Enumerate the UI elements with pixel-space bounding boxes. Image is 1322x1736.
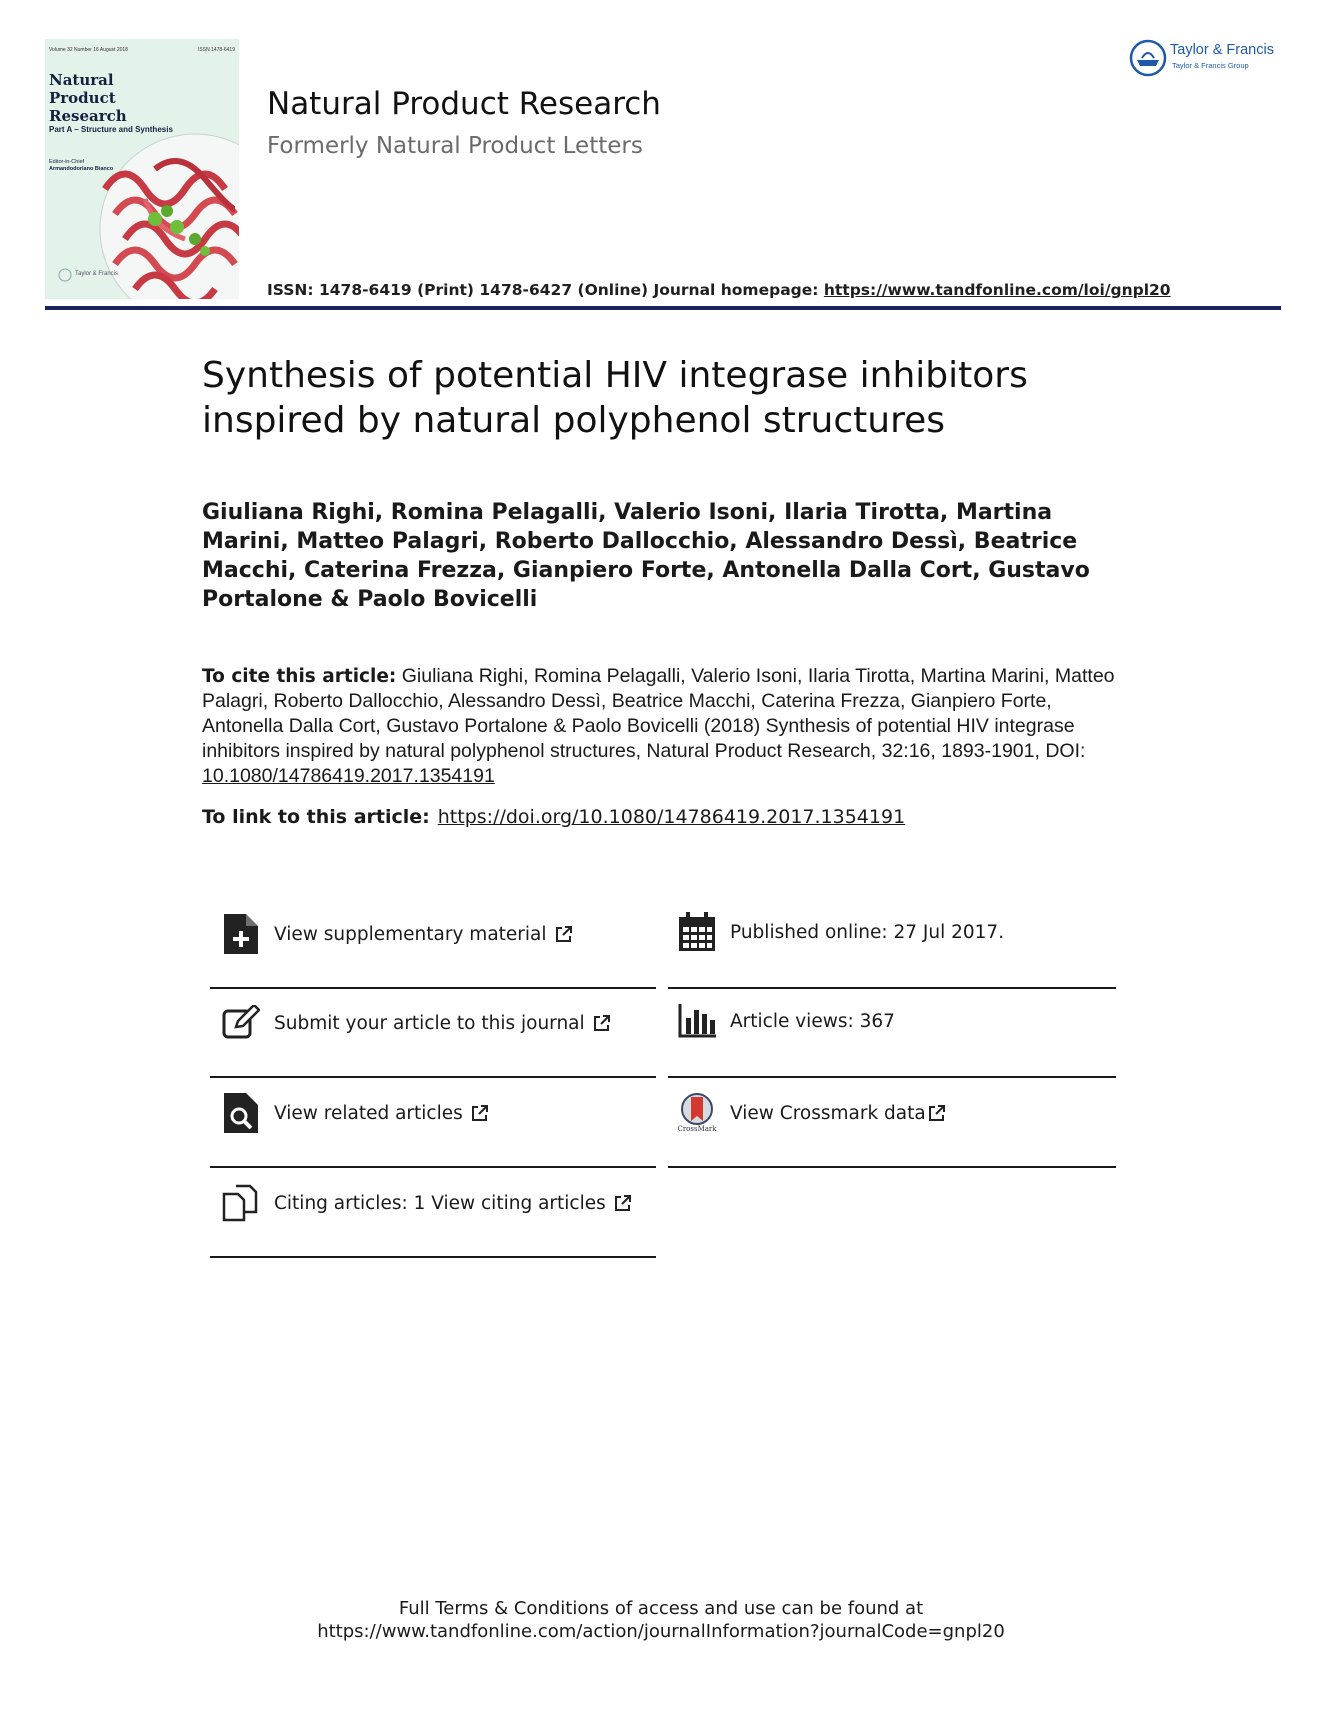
external-link-icon [555,925,573,943]
cover-subtitle: Part A – Structure and Synthesis [49,125,173,134]
cover-editor [49,159,113,173]
view-supplementary-link[interactable] [222,914,573,954]
calendar-icon [678,912,716,952]
article-views-info [678,1001,895,1041]
view-related-link[interactable] [222,1093,489,1133]
footer-terms-url[interactable]: https://www.tandfonline.com/action/journalInformation?journalCode=gnpl20 [317,1621,1005,1642]
crossmark-link[interactable] [678,1093,946,1133]
related-label: View related articles [274,1102,463,1124]
supplementary-label: View supplementary material [274,923,547,945]
copy-documents-icon [222,1183,260,1223]
views-label: Article views: 367 [730,1010,895,1032]
taylor-francis-logo-icon [1128,38,1168,78]
article-doi-url[interactable]: https://doi.org/10.1080/14786419.2017.1354191 [437,806,906,828]
cover-issn: ISSN 1478-6419 [198,47,235,53]
crossmark-label: View Crossmark data [730,1102,926,1124]
box-divider [668,987,1116,989]
cover-editor-role: Editor-in-Chief [49,159,85,165]
citation-text: Giuliana Righi, Romina Pelagalli, Valerio Isoni, Ilaria Tirotta, Martina Marini, Matteo Palagri, Roberto Dallocchio, Alessandro Dessì, Beatrice Macchi, Caterina Frezza, Gianpiero Forte, Antonella Dalla Cort, Gustavo Portalone & Paolo Bovicelli (2018) Synthesis of potential HIV integrase inhibitors inspired by natural polyphenol structures, Natural Product Research, 32:16, 1893-1901, DOI: [202,665,1115,762]
file-search-icon [222,1093,260,1133]
box-divider [210,987,656,989]
submit-article-link[interactable] [222,1003,611,1043]
cover-volume: Volume 32 Number 16 August 2018 [49,47,128,53]
file-plus-icon [222,914,260,954]
journal-title: Natural Product Research [267,86,661,122]
crossmark-icon [678,1093,716,1133]
citation-lead: To cite this article: [202,666,397,687]
citation-block [202,664,1132,789]
issn-text: ISSN: 1478-6419 (Print) 1478-6427 (Online) Journal homepage: [267,281,824,299]
citing-articles-link[interactable] [222,1183,632,1223]
bar-chart-icon [678,1001,716,1041]
article-authors: Giuliana Righi, Romina Pelagalli, Valerio Isoni, Ilaria Tirotta, Martina Marini, Matteo Palagri, Roberto Dallocchio, Alessandro Dessì, Beatrice Macchi, Caterina Frezza, Gianpiero Forte, Antonella Dalla Cort, Gustavo Portalone & Paolo Bovicelli [202,500,1090,612]
citation-doi-link[interactable]: 10.1080/14786419.2017.1354191 [202,765,495,787]
box-divider [668,1076,1116,1078]
box-divider [668,1166,1116,1168]
edit-icon [222,1003,260,1043]
article-title: Synthesis of potential HIV integrase inhibitors inspired by natural polyphenol structures [202,355,1028,441]
issn-line [267,281,1171,299]
journal-subtitle: Formerly Natural Product Letters [267,133,643,159]
published-label: Published online: 27 Jul 2017. [730,921,1005,943]
cover-meta [49,47,235,53]
publisher-group: Taylor & Francis Group [1172,61,1249,70]
box-divider [210,1256,656,1258]
header-divider [45,306,1281,310]
journal-cover [45,39,239,299]
article-link-row [202,806,905,828]
external-link-icon [593,1014,611,1032]
terms-footer [0,1597,1322,1643]
publisher-name: Taylor & Francis [1170,42,1274,58]
published-online-info [678,912,1004,952]
citing-label: Citing articles: 1 View citing articles [274,1192,606,1214]
cover-publisher: Taylor & Francis [75,271,119,277]
external-link-icon [471,1104,489,1122]
journal-homepage-link[interactable]: https://www.tandfonline.com/loi/gnpl20 [823,281,1171,299]
article-link-lead: To link to this article: [202,806,430,828]
submit-label: Submit your article to this journal [274,1012,585,1034]
crossmark-caption: CrossMark [677,1125,717,1133]
cover-title: Natural Product Research [49,71,127,125]
box-divider [210,1076,656,1078]
external-link-icon [928,1104,946,1122]
cover-editor-name: Armandodoriano Bianco [49,166,114,172]
footer-line-1: Full Terms & Conditions of access and use can be found at [398,1598,924,1619]
external-link-icon [614,1194,632,1212]
box-divider [210,1166,656,1168]
